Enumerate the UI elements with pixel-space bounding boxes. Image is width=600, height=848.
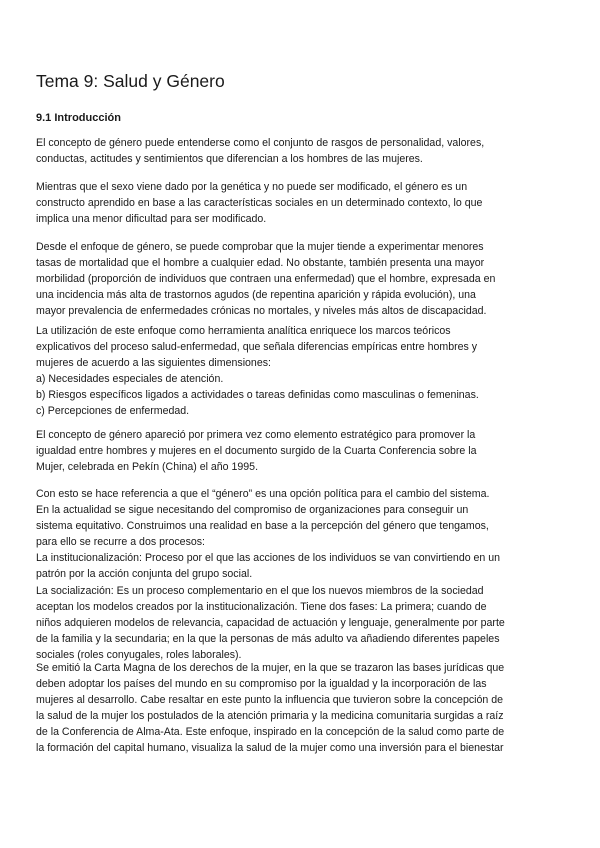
text-line: morbilidad (proporción de individuos que contraen una enfermedad) que el hombre, expresada en bbox=[36, 273, 496, 286]
text-line: mujeres de acuerdo a las siguientes dimensiones: bbox=[36, 357, 271, 370]
text-line: la salud de la mujer los postulados de la atención primaria y la medicina comunitaria surgidas a raíz bbox=[36, 710, 504, 723]
text-line: El concepto de género puede entenderse como el conjunto de rasgos de personalidad, valores, bbox=[36, 137, 485, 149]
text-line: tasas de mortalidad que el hombre a cualquier edad. No obstante, también presenta una mayor bbox=[36, 257, 485, 270]
text-line: La institucionalización: Proceso por el que las acciones de los individuos se van convirtiendo en un bbox=[36, 552, 501, 565]
text-line: aceptan los modelos creados por la institucionalización. Tiene dos fases: La primera; cuando de bbox=[36, 600, 487, 613]
text-line: mujeres al desarrollo. Cabe resaltar en este punto la influencia que tuvieron sobre la concepción de bbox=[36, 694, 503, 707]
text-line: mayor prevalencia de enfermedades crónicas no mortales, y niveles más altos de discapacidad. bbox=[36, 305, 487, 318]
text-line: Mujer, celebrada en Pekín (China) el año 1995. bbox=[36, 461, 259, 474]
text-line: la formación del capital humano, visualiza la salud de la mujer como una inversión para el bienestar bbox=[36, 742, 504, 755]
section-heading: 9.1 Introducción bbox=[36, 112, 121, 124]
text-line: igualdad entre hombres y mujeres en el documento surgido de la Cuarta Conferencia sobre la bbox=[36, 445, 477, 458]
text-line: implica una menor dificultad para ser modificado. bbox=[36, 213, 267, 226]
text-line: de la Conferencia de Alma-Ata. Este enfoque, inspirado en la concepción de la salud como parte de bbox=[36, 726, 505, 739]
text-line: sistema equitativo. Construimos una realidad en base a la percepción del género que tengamos, bbox=[36, 520, 489, 533]
text-line: Se emitió la Carta Magna de los derechos de la mujer, en la que se trazaron las bases jurídicas que bbox=[36, 662, 505, 674]
list-item: a) Necesidades especiales de atención. bbox=[36, 373, 224, 386]
text-line: Desde el enfoque de género, se puede comprobar que la mujer tiende a experimentar menores bbox=[36, 241, 484, 253]
text-line: Con esto se hace referencia a que el “género” es una opción política para el cambio del sistema. bbox=[36, 488, 490, 500]
page-title: Tema 9: Salud y Género bbox=[36, 71, 225, 91]
text-line: La utilización de este enfoque como herramienta analítica enriquece los marcos teóricos bbox=[36, 325, 451, 337]
paragraph-beijing-conference bbox=[36, 427, 564, 475]
text-line: de la familia y la secundaria; en la que la personas de más adulto va añadiendo diferentes papeles bbox=[36, 632, 500, 645]
paragraph-political-option bbox=[36, 486, 564, 663]
paragraph-analytical-approach bbox=[36, 323, 564, 420]
text-line: La socialización: Es un proceso complementario en el que los nuevos miembros de la sociedad bbox=[36, 584, 484, 597]
text-line: explicativos del proceso salud-enfermedad, que señala diferencias empíricas entre hombres y bbox=[36, 341, 478, 354]
text-line: una incidencia más alta de trastornos agudos (de repentina aparición y rápida evolución), una bbox=[36, 289, 476, 302]
text-line: niños adquieren modelos de relevancia, capacidad de actuación y lenguaje, generalmente por parte bbox=[36, 616, 505, 629]
text-line: patrón por la acción conjunta del grupo social. bbox=[36, 568, 253, 581]
paragraph-mortality-morbidity bbox=[36, 239, 564, 319]
list-item: c) Percepciones de enfermedad. bbox=[36, 405, 190, 418]
text-line: El concepto de género apareció por primera vez como elemento estratégico para promover la bbox=[36, 429, 476, 441]
text-line: deben adoptar los países del mundo en su compromiso por la igualdad y la incorporación de las bbox=[36, 678, 487, 691]
text-line: constructo aprendido en base a las características sociales en un determinado contexto, lo que bbox=[36, 197, 483, 210]
text-line: En la actualidad se sigue necesitando del compromiso de organizaciones para conseguir un bbox=[36, 504, 469, 517]
paragraph-magna-carta bbox=[36, 660, 564, 757]
text-line: sociales (roles conyugales, roles laborales). bbox=[36, 648, 242, 661]
text-line: Mientras que el sexo viene dado por la genética y no puede ser modificado, el género es un bbox=[36, 181, 468, 193]
paragraph-sex-vs-gender bbox=[36, 179, 564, 227]
text-line: para ello se recurre a dos procesos: bbox=[36, 536, 205, 549]
text-line: conductas, actitudes y sentimientos que diferencian a los hombres de las mujeres. bbox=[36, 153, 423, 166]
paragraph-gender-definition bbox=[36, 135, 564, 167]
list-item: b) Riesgos específicos ligados a actividades o tareas definidas como masculinas o femeninas. bbox=[36, 389, 479, 402]
